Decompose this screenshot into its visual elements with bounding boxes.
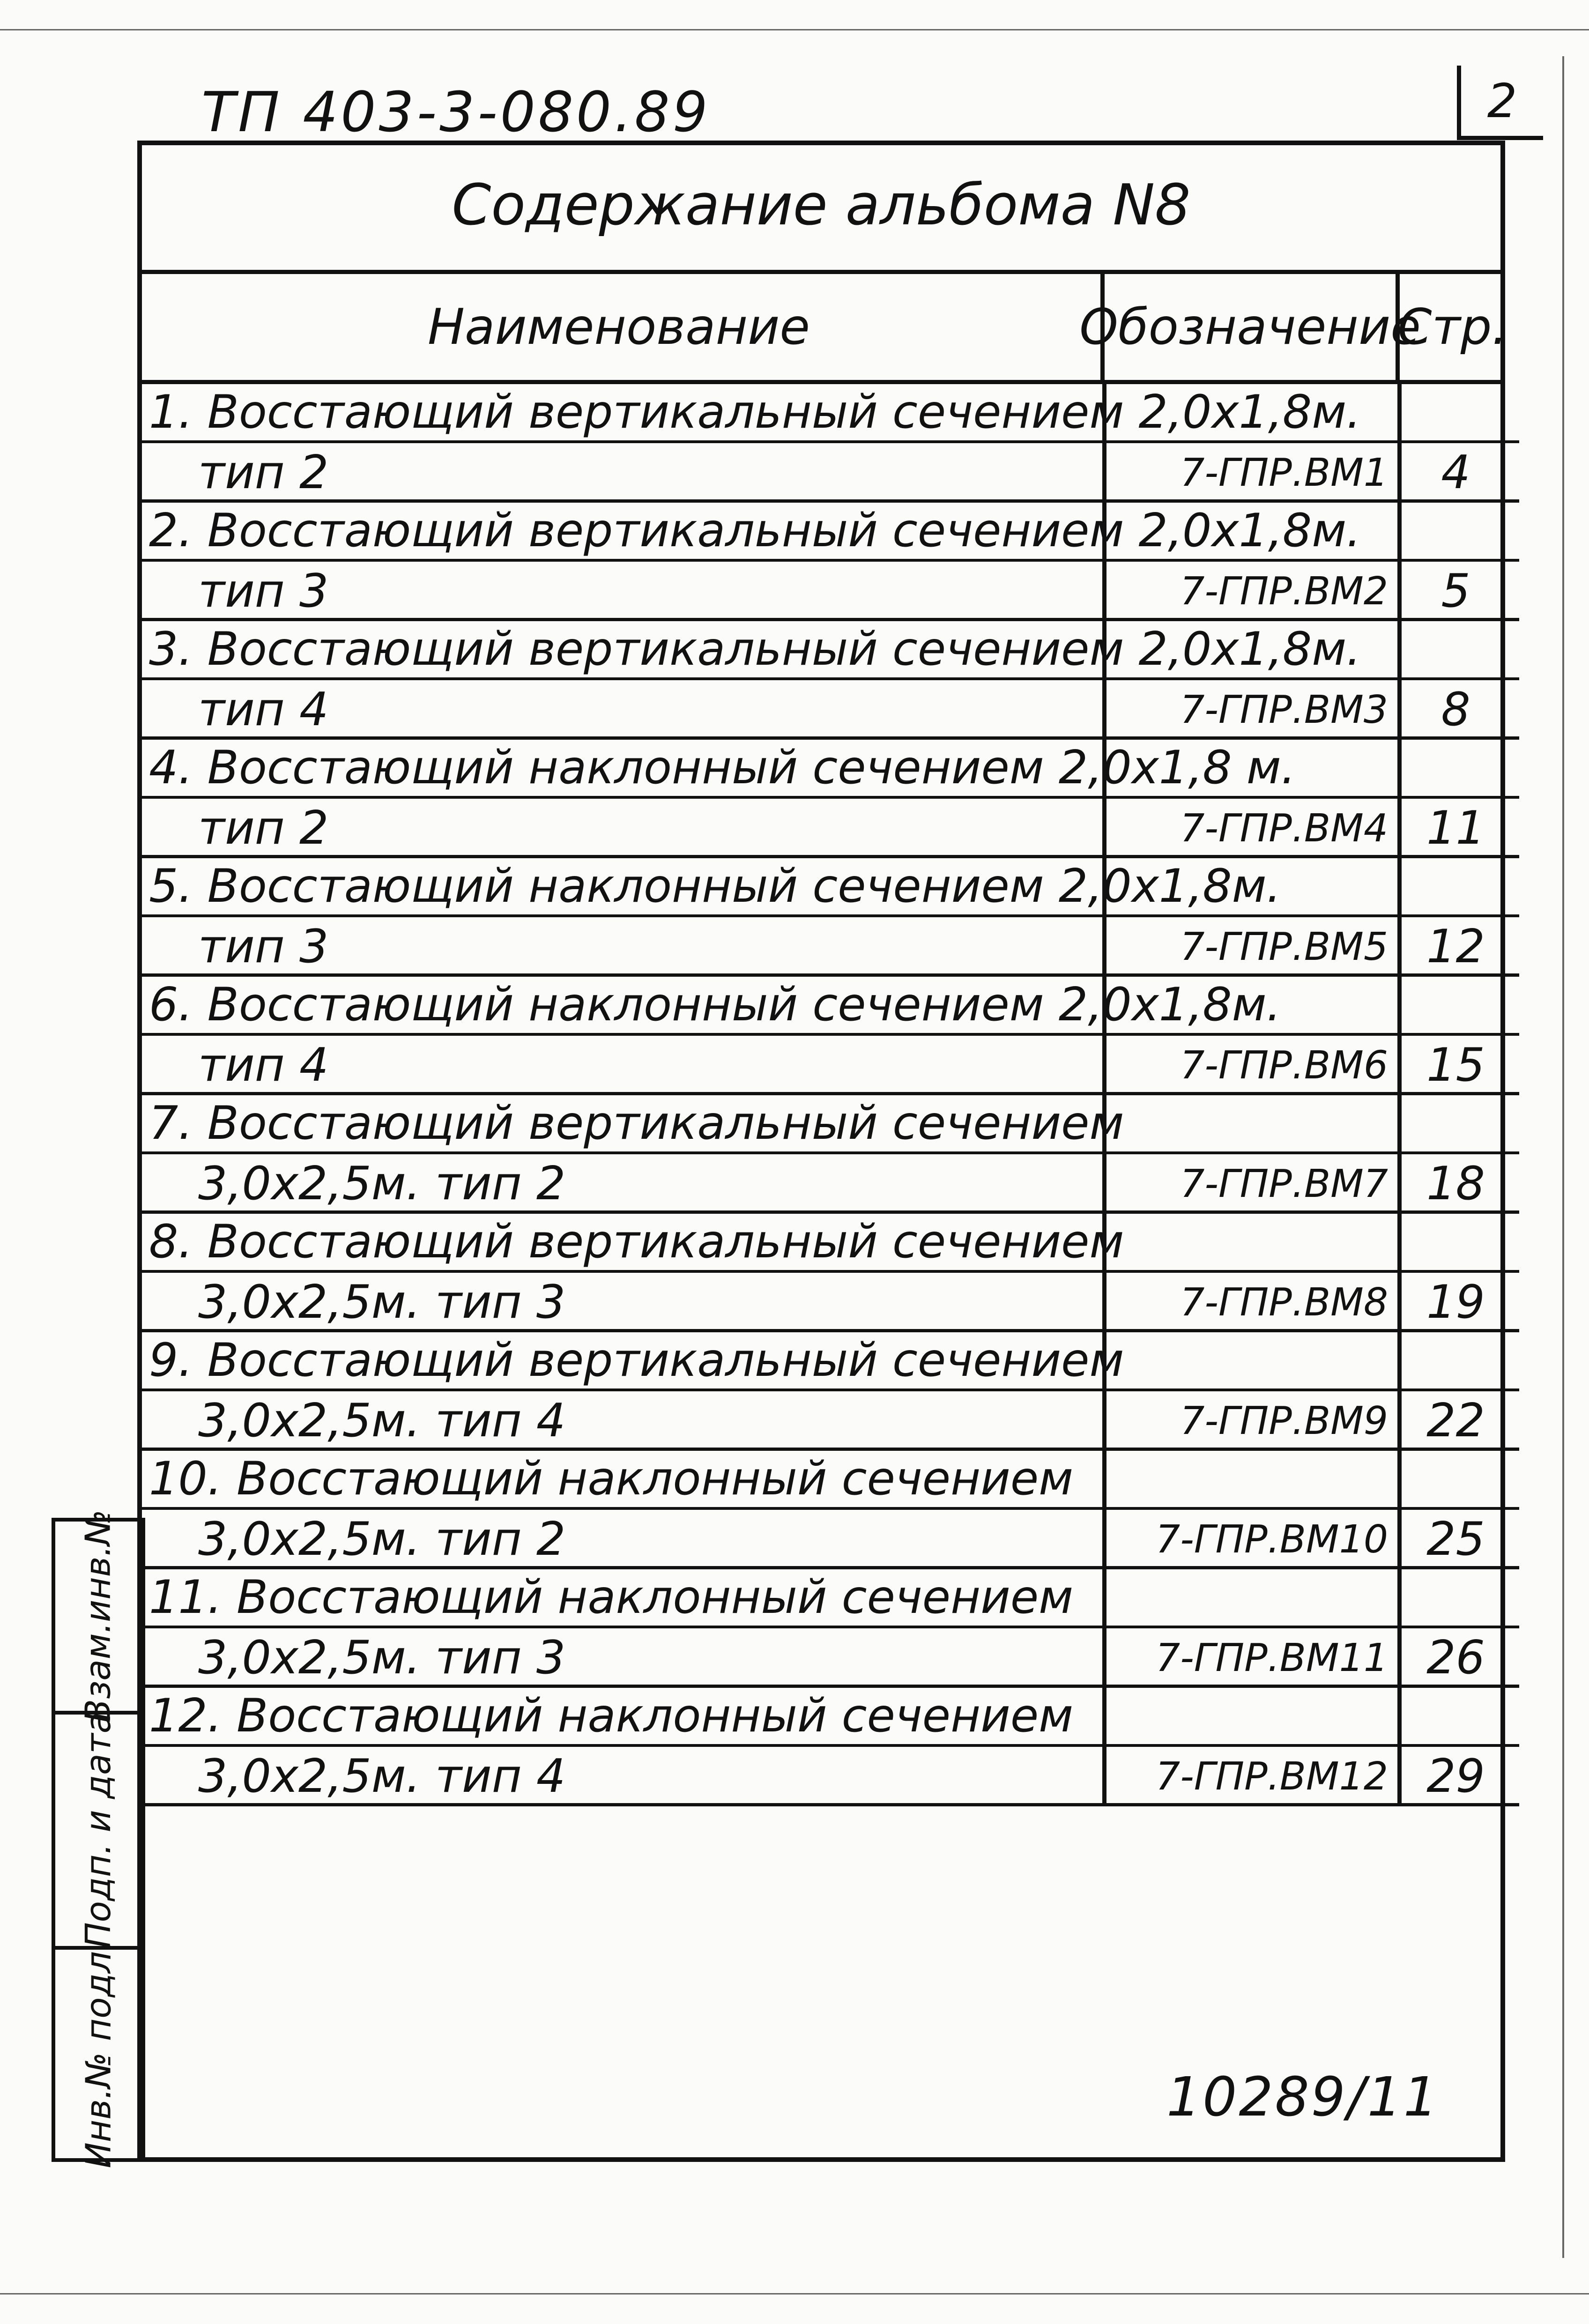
item-page-empty — [1397, 503, 1510, 559]
side-label-sign-date: Подп. и дата — [78, 1712, 119, 1949]
table-row — [137, 1688, 1519, 1806]
item-type: 3,0х2,5м. тип 4 — [198, 1394, 566, 1448]
item-code: 7-ГПР.ВМ9 — [1102, 1391, 1397, 1450]
row-line-2 — [137, 680, 1519, 739]
item-page: 8 — [1397, 680, 1510, 739]
item-type: тип 4 — [198, 1039, 329, 1092]
row-line-1 — [137, 1332, 1519, 1391]
item-title: 5. Восстающий наклонный сечением 2,0х1,8м. — [149, 860, 1281, 913]
item-code: 7-ГПР.ВМ10 — [1102, 1510, 1397, 1569]
row-line-1 — [137, 740, 1519, 799]
item-code-empty — [1102, 503, 1397, 559]
item-code-empty — [1102, 1569, 1397, 1626]
item-title: 11. Восстающий наклонный сечением — [149, 1571, 1074, 1624]
item-code: 7-ГПР.ВМ12 — [1102, 1747, 1397, 1806]
row-line-2 — [137, 443, 1519, 502]
column-header-name: Наименование — [428, 298, 810, 356]
item-code-empty — [1102, 1451, 1397, 1507]
row-line-1 — [137, 1214, 1519, 1273]
item-type: 3,0х2,5м. тип 3 — [198, 1631, 566, 1685]
item-page: 15 — [1397, 1036, 1510, 1095]
row-line-1 — [137, 858, 1519, 917]
item-code: 7-ГПР.ВМ8 — [1102, 1273, 1397, 1332]
side-label-inv-original: Инв.№ подл. — [78, 1940, 119, 2168]
item-page-empty — [1397, 1451, 1510, 1507]
side-label-replaced-inv: Взам.инв.№ — [78, 1509, 119, 1723]
item-code: 7-ГПР.ВМ3 — [1102, 680, 1397, 739]
item-code-empty — [1102, 1214, 1397, 1270]
item-title: 7. Восстающий вертикальный сечением — [149, 1097, 1124, 1150]
row-line-1 — [137, 1688, 1519, 1747]
item-page: 26 — [1397, 1628, 1510, 1687]
table-header — [137, 274, 1505, 384]
item-code-empty — [1102, 621, 1397, 677]
row-line-1 — [137, 384, 1519, 443]
table-row — [137, 1214, 1519, 1332]
item-page-empty — [1397, 740, 1510, 796]
item-page-empty — [1397, 858, 1510, 914]
table-row — [137, 1095, 1519, 1214]
item-code: 7-ГПР.ВМ7 — [1102, 1154, 1397, 1213]
table-row — [137, 503, 1519, 621]
item-code-empty — [1102, 384, 1397, 440]
table-row — [137, 621, 1519, 740]
item-title: 9. Восстающий вертикальный сечением — [149, 1334, 1124, 1387]
page-title — [137, 141, 1505, 274]
item-type: тип 3 — [198, 920, 329, 973]
scan-edge-right — [1562, 56, 1564, 2258]
item-page: 12 — [1397, 917, 1510, 976]
item-code-empty — [1102, 977, 1397, 1033]
item-title: 10. Восстающий наклонный сечением — [149, 1452, 1074, 1506]
item-page-empty — [1397, 1332, 1510, 1388]
item-title: 2. Восстающий вертикальный сечением 2,0х1,8м. — [149, 504, 1361, 557]
item-page-empty — [1397, 1569, 1510, 1626]
item-type: 3,0х2,5м. тип 2 — [198, 1513, 566, 1566]
item-page: 4 — [1397, 443, 1510, 502]
row-line-1 — [137, 1451, 1519, 1510]
archive-number: 10289/11 — [1166, 2066, 1440, 2129]
row-line-1 — [137, 621, 1519, 680]
row-line-1 — [137, 503, 1519, 562]
sheet-number-text: 2 — [1487, 73, 1517, 128]
item-title: 4. Восстающий наклонный сечением 2,0х1,8 м. — [149, 741, 1296, 794]
side-stamp — [52, 1509, 145, 2168]
item-title: 6. Восстающий наклонный сечением 2,0х1,8м. — [149, 978, 1281, 1032]
item-page-empty — [1397, 1688, 1510, 1744]
document-code: ТП 403-3-080.89 — [201, 80, 711, 144]
item-type: тип 4 — [198, 683, 329, 736]
row-line-1 — [137, 977, 1519, 1036]
row-line-2 — [137, 1036, 1519, 1095]
item-page: 11 — [1397, 799, 1510, 858]
item-code-empty — [1102, 1688, 1397, 1744]
row-line-2 — [137, 1273, 1519, 1332]
item-page-empty — [1397, 1214, 1510, 1270]
item-page: 25 — [1397, 1510, 1510, 1569]
table-row — [137, 1569, 1519, 1688]
item-page-empty — [1397, 621, 1510, 677]
item-code: 7-ГПР.ВМ2 — [1102, 562, 1397, 621]
item-code-empty — [1102, 1095, 1397, 1151]
item-code-empty — [1102, 740, 1397, 796]
item-code-empty — [1102, 858, 1397, 914]
item-type: тип 3 — [198, 564, 329, 618]
item-title: 12. Восстающий наклонный сечением — [149, 1689, 1074, 1743]
item-page: 19 — [1397, 1273, 1510, 1332]
row-line-2 — [137, 1154, 1519, 1213]
item-page: 18 — [1397, 1154, 1510, 1213]
table-row — [137, 384, 1519, 503]
item-title: 3. Восстающий вертикальный сечением 2,0х1,8м. — [149, 623, 1361, 676]
item-page-empty — [1397, 1095, 1510, 1151]
scan-edge-bottom — [0, 2293, 1589, 2294]
row-line-2 — [137, 917, 1519, 976]
item-title: 8. Восстающий вертикальный сечением — [149, 1215, 1124, 1269]
side-cell-inv-original — [52, 1940, 145, 2168]
row-line-2 — [137, 1510, 1519, 1569]
item-code-empty — [1102, 1332, 1397, 1388]
item-code: 7-ГПР.ВМ5 — [1102, 917, 1397, 976]
row-line-1 — [137, 1569, 1519, 1628]
scan-edge-top — [0, 29, 1589, 30]
item-code: 7-ГПР.ВМ6 — [1102, 1036, 1397, 1095]
sheet-number — [1457, 66, 1543, 140]
row-line-2 — [137, 799, 1519, 858]
item-page-empty — [1397, 384, 1510, 440]
item-type: тип 2 — [198, 446, 329, 499]
item-code: 7-ГПР.ВМ1 — [1102, 443, 1397, 502]
page-title-text: Содержание альбома N8 — [452, 172, 1191, 238]
item-type: 3,0х2,5м. тип 4 — [198, 1750, 566, 1803]
table-row — [137, 740, 1519, 858]
item-type: 3,0х2,5м. тип 3 — [198, 1276, 566, 1329]
item-page: 29 — [1397, 1747, 1510, 1806]
row-line-2 — [137, 1747, 1519, 1806]
row-line-1 — [137, 1095, 1519, 1154]
side-cell-replaced-inv — [52, 1509, 145, 1723]
item-type: 3,0х2,5м. тип 2 — [198, 1157, 566, 1210]
item-code: 7-ГПР.ВМ11 — [1102, 1628, 1397, 1687]
item-title: 1. Восстающий вертикальный сечением 2,0х1,8м. — [149, 386, 1361, 439]
table-row — [137, 1451, 1519, 1569]
table-row — [137, 858, 1519, 977]
row-line-2 — [137, 1391, 1519, 1450]
contents-table — [137, 384, 1519, 1806]
column-header-code: Обозначение — [1100, 274, 1396, 380]
table-row — [137, 1332, 1519, 1451]
row-line-2 — [137, 1628, 1519, 1687]
table-row — [137, 977, 1519, 1095]
column-header-page: Стр. — [1396, 274, 1505, 380]
item-page: 5 — [1397, 562, 1510, 621]
item-code: 7-ГПР.ВМ4 — [1102, 799, 1397, 858]
item-page-empty — [1397, 977, 1510, 1033]
item-type: тип 2 — [198, 802, 329, 855]
item-page: 22 — [1397, 1391, 1510, 1450]
side-cell-sign-date — [52, 1711, 145, 1950]
row-line-2 — [137, 562, 1519, 621]
